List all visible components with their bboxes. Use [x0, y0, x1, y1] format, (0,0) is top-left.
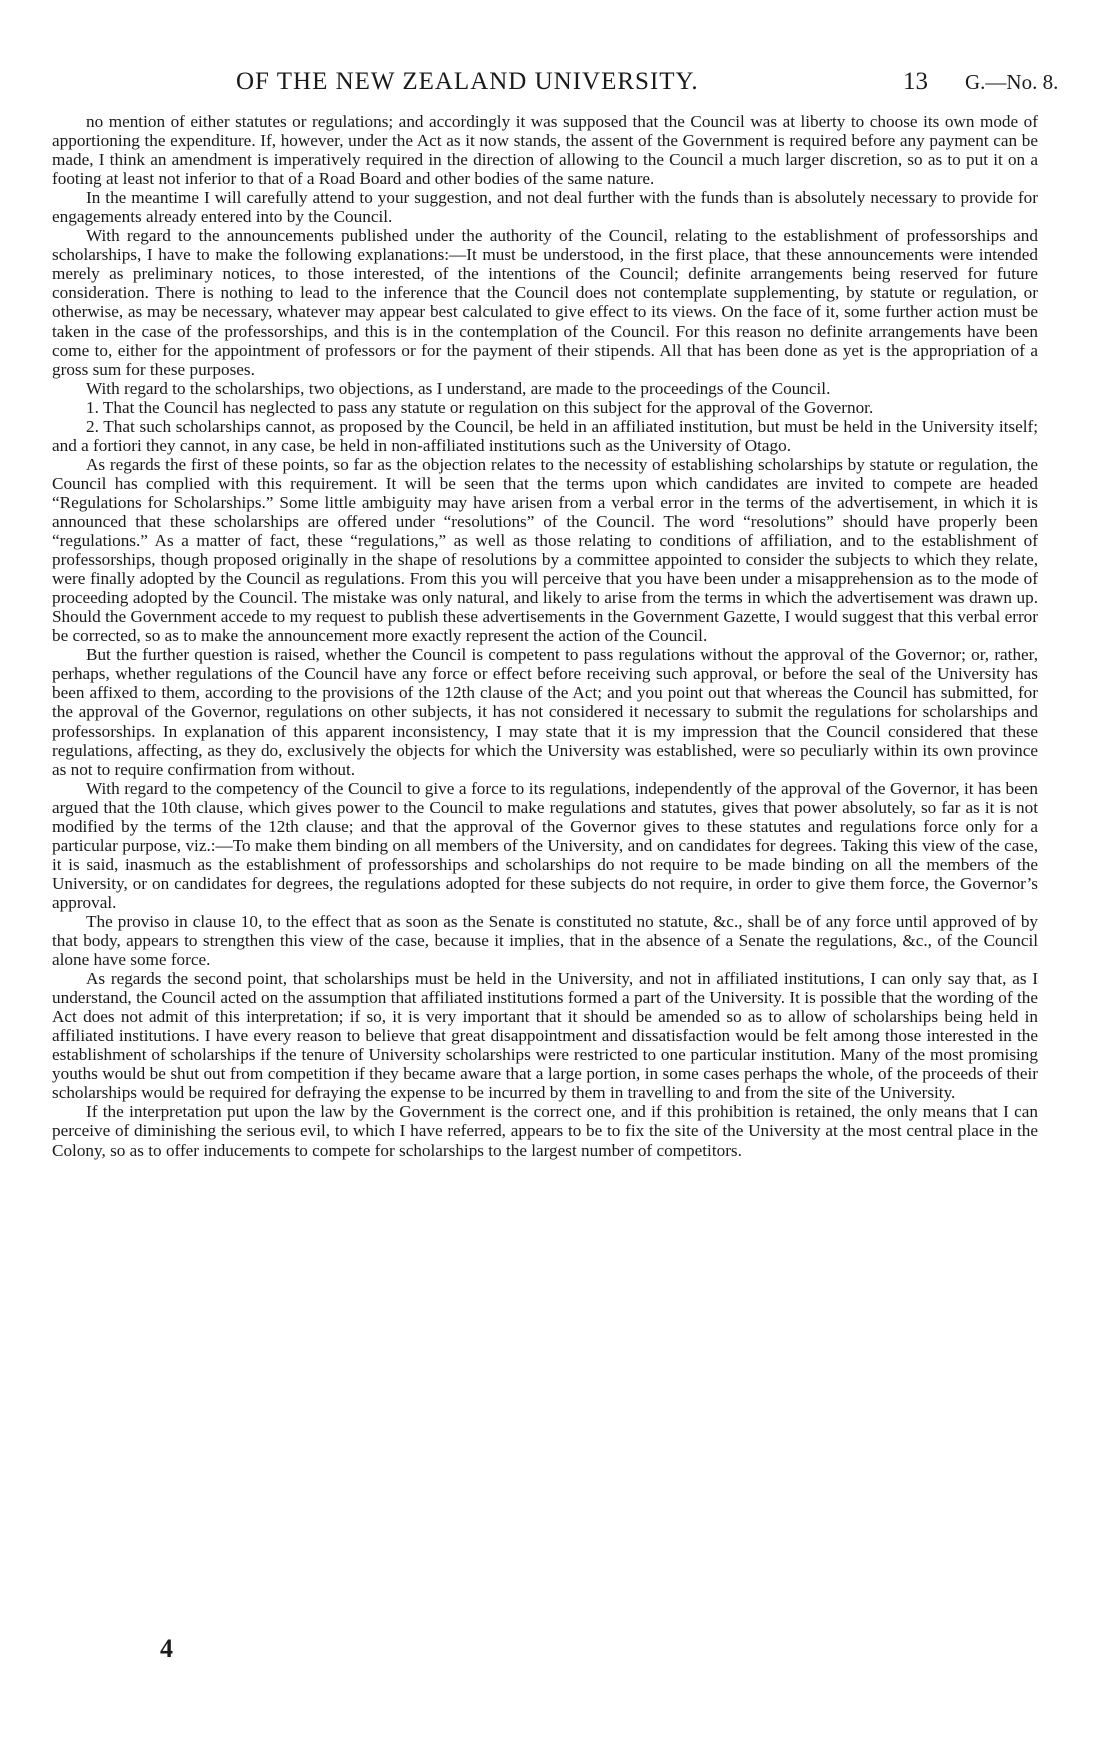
paragraph-proviso: The proviso in clause 10, to the effect that as soon as the Senate is constituted no statute, &c., shall be of any force until approved of by that body, appears to strengthen this view of the case, because it implies, that in the absence of a Senate the regulations, &c., of the Council alone have some force.: [52, 911, 1038, 970]
printer-signature-mark: 4: [160, 1634, 173, 1663]
paragraph-competency: With regard to the competency of the Council to give a force to its regulations, independently of the approval of the Governor, it has been argued that the 10th clause, which gives power to the Council to make regulations and statutes, gives that power absolutely, so far as it is not modified by the terms of the 12th clause; and that the approval of the Governor gives to these statutes and regulations force only for a particular purpose, viz.:—To make them binding on all members of the University, and on candidates for degrees. Taking this view of the case, it is said, inasmuch as the establishment of professorships and scholarships do not require to be made binding on all the members of the University, or on candidates for degrees, the regulations adopted for these subjects do not require, in order to give them force, the Governor’s approval.: [52, 778, 1038, 912]
page-number: 13: [903, 68, 928, 95]
paragraph-second-point: As regards the second point, that scholarships must be held in the University, and not in affiliated institutions, I can only say that, as I understand, the Council acted on the assumption that affiliated institutions formed a part of the University. It is possible that the wording of the Act does not admit of this interpretation; if so, it is very important that it should be amended so as to allow of scholarships being held in affiliated institutions. I have every reason to believe that great disappointment and dissatisfaction would be felt among those interested in the establishment of scholarships if the tenure of University scholarships were restricted to one particular institution. Many of the most promising youths would be shut out from competition if they became aware that a large portion, in some cases perhaps the whole, of the proceeds of their scholarships would be required for defraying the expense to be incurred by them in travelling to and from the site of the University.: [52, 969, 1038, 1103]
paragraph-further-question: But the further question is raised, whether the Council is competent to pass regulations without the approval of the Governor; or, rather, perhaps, whether regulations of the Council have any force or effect before receiving such approval, or before the seal of the University has been affixed to them, according to the provisions of the 12th clause of the Act; and you point out that whereas the Council has submitted, for the approval of the Governor, regulations on other subjects, it has not considered it necessary to submit the regulations for scholarships and professorships. In explanation of this apparent inconsistency, I may state that it is my impression that the Council considered that these regulations, affecting, as they do, exclusively the objects for which the University was established, were so peculiarly within its own province as not to require confirmation from without.: [52, 645, 1038, 779]
document-reference: G.—No. 8.: [965, 70, 1059, 94]
paragraph-continuation: no mention of either statutes or regulations; and accordingly it was supposed that the Council was at liberty to choose its own mode of apportioning the expenditure. If, however, under the Act as it now stands, the assent of the Government is required before any payment can be made, I think an amendment is imperatively required in the direction of allowing to the Council a much larger discretion, so as to put it on a footing at least not inferior to that of a Road Board and other bodies of the same nature.: [52, 112, 1038, 189]
paragraph-interpretation: If the interpretation put upon the law by the Government is the correct one, and if this prohibition is retained, the only means that I can perceive of diminishing the serious evil, to which I have referred, appears to be to fix the site of the University at the most central place in the Colony, so as to offer inducements to compete for scholarships to the largest number of competitors.: [52, 1102, 1038, 1160]
page-header: [0, 68, 1114, 98]
running-title: OF THE NEW ZEALAND UNIVERSITY.: [236, 68, 699, 95]
paragraph-scholarships-objections: With regard to the scholarships, two objections, as I understand, are made to the proceedings of the Council.: [86, 378, 831, 398]
objection-item-1: 1. That the Council has neglected to pass any statute or regulation on this subject for the approval of the Governor.: [86, 397, 874, 417]
objection-item-2: 2. That such scholarships cannot, as proposed by the Council, be held in an affiliated institution, but must be held in the University itself; and a fortiori they cannot, in any case, be held in non-affiliated institutions such as the University of Otago.: [52, 416, 1038, 455]
paragraph-meantime: In the meantime I will carefully attend to your suggestion, and not deal further with the funds than is absolutely necessary to provide for engagements already entered into by the Council.: [52, 188, 1038, 227]
body-text: [52, 112, 1038, 1160]
paragraph-first-point: As regards the first of these points, so far as the objection relates to the necessity of establishing scholarships by statute or regulation, the Council has complied with this requirement. It will be seen that the terms upon which candidates are invited to compete are headed “Regulations for Scholarships.” Some little ambiguity may have arisen from a verbal error in the terms of the advertisement, in which it is announced that these scholarships are offered under “resolutions” of the Council. The word “resolutions” should have properly been “regulations.” As a matter of fact, these “regulations,” as well as those relating to conditions of affiliation, and to the establishment of professorships, though proposed originally in the shape of resolutions by a committee appointed to consider the subjects to which they relate, were finally adopted by the Council as regulations. From this you will perceive that you have been under a misapprehension as to the mode of proceeding adopted by the Council. The mistake was only natural, and likely to arise from the terms in which the advertisement was drawn up. Should the Government accede to my request to publish these advertisements in the Government Gazette, I would suggest that this verbal error be corrected, so as to make the announcement more exactly represent the action of the Council.: [52, 454, 1038, 646]
paragraph-announcements: With regard to the announcements published under the authority of the Council, relating to the establishment of professorships and scholarships, I have to make the following explanations:—It must be understood, in the first place, that these announcements were intended merely as preliminary notices, to those interested, of the intentions of the Council; definite arrangements being reserved for future consideration. There is nothing to lead to the inference that the Council does not contemplate supplementing, by statute or regulation, or otherwise, as may be necessary, whatever may appear best calculated to give effect to its views. On the face of it, some further action must be taken in the case of the professorships, and this is in the contemplation of the Council. For this reason no definite arrangements have been come to, either for the appointment of professors or for the payment of their stipends. All that has been done as yet is the appropriation of a gross sum for these purposes.: [52, 226, 1038, 379]
